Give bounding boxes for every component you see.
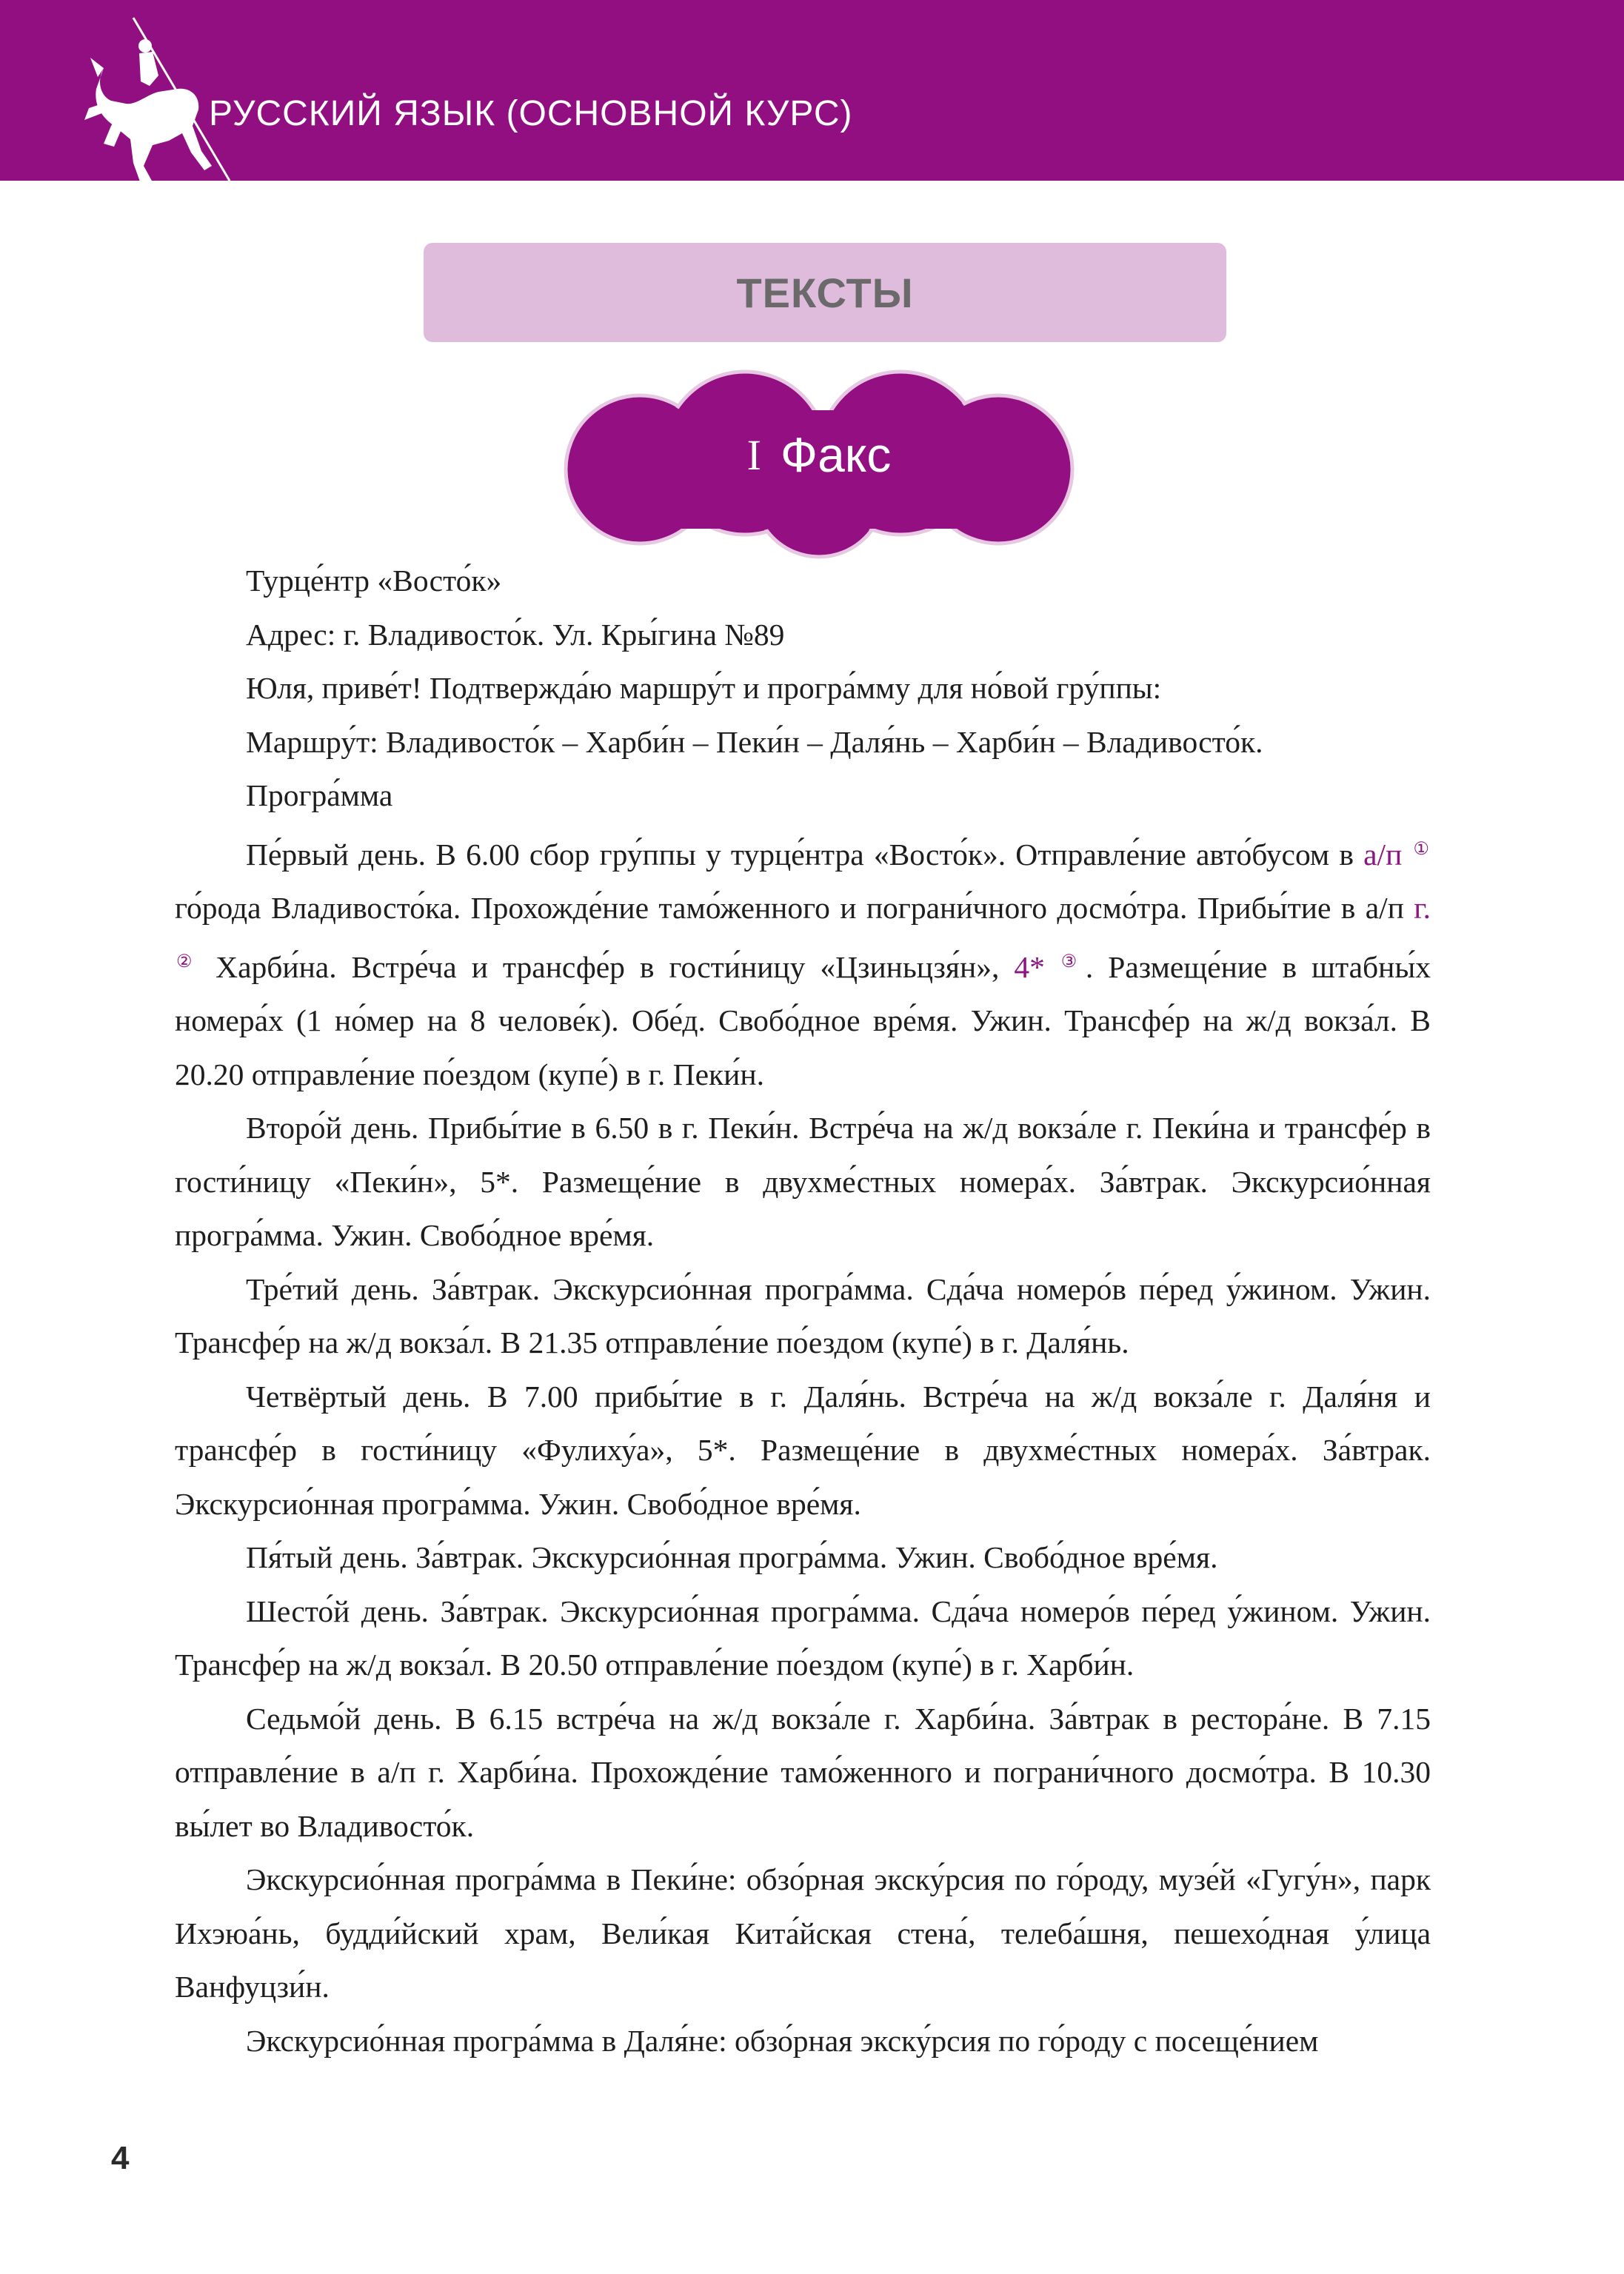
footnote-marker-3: ③ <box>1060 952 1084 972</box>
abbr-city: г. <box>1414 891 1431 925</box>
body-text <box>175 554 1431 2067</box>
section-banner <box>424 243 1226 342</box>
hotel-stars: 4* <box>1014 949 1045 984</box>
section-title: ТЕКСТЫ <box>736 269 914 316</box>
paragraph-day-5: Пя́тый день. За́втрак. Экскурсио́нная програ́мма. Ужин. Свобо́дное вре́мя. <box>246 1540 1218 1574</box>
page-number: 4 <box>111 2140 130 2176</box>
text-heading: Факс <box>780 427 892 482</box>
header-title: РУССКИЙ ЯЗЫК (ОСНОВНОЙ КУРС) <box>209 94 853 133</box>
day1-text-d: . Размеще́ние в штабны́х номера́х (1 но́мер на 8 челове́к). Обе́д. Свобо́дное вре́мя. Ужин. Трансфе́р на ж/д вокза́л. В 20.20 отправле́ние по́ездом (купе́) в г. Пеки́н. <box>175 949 1431 1091</box>
footnote-marker-2: ② <box>176 952 200 972</box>
paragraph-day-3: Тре́тий день. За́втрак. Экскурсио́нная програ́мма. Сда́ча номеро́в пе́ред у́жином. Ужин. Трансфе́р на ж/д вокза́л. В 21.35 отправле́ние по́ездом (купе́) в г. Даля́нь. <box>175 1271 1431 1360</box>
paragraph-beijing-program: Экскурсио́нная програ́мма в Пеки́не: обзо́рная экску́рсия по го́роду, музе́й «Гугу́н», парк Ихэюа́нь, будди́йский храм, Вели́кая Кита́йская стена́, телеба́шня, пешехо́дная у́лица Ванфуцзи́н. <box>175 1862 1431 2004</box>
day1-text-c: Харби́на. Встре́ча и трансфе́р в гости́ницу «Цзиньцзя́н», <box>201 949 1015 984</box>
day1-text-a: Пе́рвый день. В 6.00 сбор гру́ппы у турце́нтра «Восто́к». Отправле́ние авто́бусом в <box>246 837 1364 872</box>
paragraph-day-2: Второ́й день. Прибы́тие в 6.50 в г. Пеки́н. Встре́ча на ж/д вокза́ле г. Пеки́на и трансфе́р в гости́ницу «Пеки́н», 5*. Размеще́ние в двухме́стных номера́х. За́втрак. Экскурсио́нная програ́мма. Ужин. Свобо́дное вре́мя. <box>175 1111 1431 1252</box>
text-number: I <box>746 430 761 479</box>
paragraph-dalian-program: Экскурсио́нная програ́мма в Даля́не: обзо́рная экску́рсия по го́роду с посеще́нием <box>246 2023 1319 2058</box>
paragraph-route: Маршру́т: Владивосто́к – Харби́н – Пеки́н – Даля́нь – Харби́н – Владивосто́к. <box>246 724 1263 759</box>
footnote-marker-1: ① <box>1413 839 1429 859</box>
paragraph-day-1 <box>175 823 1431 1102</box>
paragraph-day-4: Четвёртый день. В 7.00 прибы́тие в г. Даля́нь. Встре́ча на ж/д вокза́ле г. Даля́ня и трансфе́р в гости́ницу «Фулиху́а», 5*. Размеще́ние в двухме́стных номера́х. За́втрак. Экскурсио́нная програ́мма. Ужин. Свобо́дное вре́мя. <box>175 1379 1431 1521</box>
abbr-airport: а/п <box>1363 837 1403 872</box>
day1-text-b: го́рода Владивосто́ка. Прохожде́ние тамо́женного и пограни́чного досмо́тра. Прибы́тие в а/п <box>175 891 1414 925</box>
paragraph-greeting: Юля, приве́т! Подтвержда́ю маршру́т и програ́мму для но́вой гру́ппы: <box>246 671 1162 705</box>
paragraph-day-7: Седьмо́й день. В 6.15 встре́ча на ж/д вокза́ле г. Харби́на. За́втрак в рестора́не. В 7.15 отправле́ние в а/п г. Харби́на. Прохожде́ние тамо́женного и пограни́чного досмо́тра. В 10.30 вы́лет во Владивосто́к. <box>175 1701 1431 1843</box>
text-title <box>551 366 1087 544</box>
paragraph-program-heading: Програ́мма <box>246 778 393 812</box>
paragraph-address: Адрес: г. Владивосто́к. Ул. Кры́гина №89 <box>246 617 785 652</box>
paragraph-day-6: Шесто́й день. За́втрак. Экскурсио́нная програ́мма. Сда́ча номеро́в пе́ред у́жином. Ужин. Трансфе́р на ж/д вокза́л. В 20.50 отправле́ние по́ездом (купе́) в г. Харби́н. <box>175 1594 1431 1682</box>
paragraph-tourcenter: Турце́нтр «Восто́к» <box>246 564 502 598</box>
